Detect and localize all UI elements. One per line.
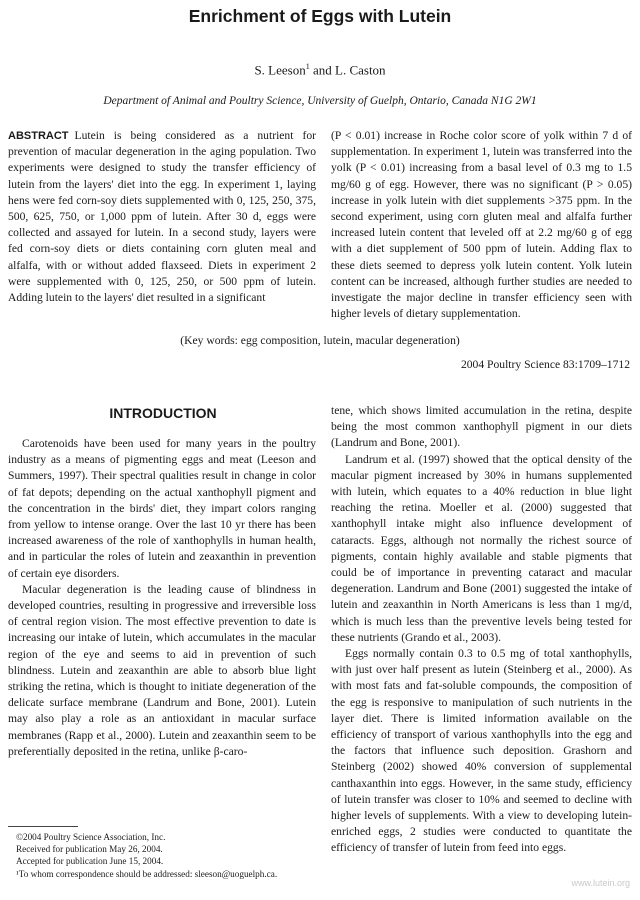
footnotes xyxy=(8,826,316,880)
introduction-heading: INTRODUCTION xyxy=(109,405,217,421)
intro-paragraph: Macular degeneration is the leading cause of blindness in developed countries, resulting in progressive and irreversible loss of central region vision. The most effective prevention to date is increasing our intake of lutein, which accumulates in the macular region of the eye and seems to aid in prevention of such blindness. Lutein and zeaxanthin are able to absorb blue light striking the retina, which is thought to initiate degeneration of the delicate surface membrane (Landrum and Bone, 2001). Lutein may also play a role as an antioxidant in macular surface membranes (Rapp et al., 2000). Lutein and zeaxanthin seem to be preferentially deposited in the retina, unlike β-caro- xyxy=(8,582,316,758)
watermark: www.lutein.org xyxy=(571,878,630,888)
intro-paragraph: Carotenoids have been used for many years in the poultry industry as a means of pigmenting eggs and meat (Leeson and Summers, 1997). Their spectral qualities result in change in color of fat depots; depending on the actual xanthophyll pigment and the concentration in the birds' diet, they impart colors ranging from yellow to intense orange. Over the last 10 yr there has been increased awareness of the role of xanthophylls in human health, and in particular the roles of lutein and zeaxanthin in prevention of certain eye disorders. xyxy=(8,437,316,580)
intro-left-column xyxy=(8,436,316,760)
keywords: (Key words: egg composition, lutein, macular degeneration) xyxy=(180,334,460,347)
journal-citation: 2004 Poultry Science 83:1709–1712 xyxy=(460,358,630,371)
footnote-correspondence: ¹To whom correspondence should be addressed: sleeson@uoguelph.ca. xyxy=(16,868,278,879)
author-caston: L. Caston xyxy=(335,62,386,78)
intro-paragraph: tene, which shows limited accumulation in the retina, despite being the most common xanthophyll pigment in our diets (Landrum and Bone, 2001). xyxy=(331,404,632,450)
abstract-text-right: (P < 0.01) increase in Roche color score of yolk within 7 d of supplementation. In experiment 1, lutein was transferred into the yolk (P < 0.01) increasing from a basal level of 0.3 mg to 1.5 mg/60 g of egg. However, there was no significant (P > 0.05) increase in yolk lutein with diet supplements >375 ppm. In the second experiment, using corn gluten meal and alfalfa further increased lutein content that leveled off at 2.2 mg/60 g of egg with a diet supplement of 500 ppm of lutein. Adding flax to these diets seemed to depress yolk lutein content. Yolk lutein content can be increased, although further studies are needed to investigate the major decline in transfer efficiency seen with higher levels of dietary supplementation. xyxy=(331,129,632,321)
intro-right-column xyxy=(331,403,632,857)
affiliation: Department of Animal and Poultry Science, University of Guelph, Ontario, Canada N1G 2W1 xyxy=(103,95,537,107)
intro-paragraph: Eggs normally contain 0.3 to 0.5 mg of total xanthophylls, with just over half present as lutein (Steinberg et al., 2000). As with most fats and fat-soluble compounds, the composition of the egg is responsive to manipulation of such nutrients in the layer diet. There is limited information available on the efficiency of transport of various xanthophylls into the egg and the factors that influence such deposition. Grashorn and Steinberg (2002) showed 40% conversion of supplemental canthaxanthin into eggs. However, in the same study, efficiency of lutein transfer was closer to 10% and seemed to decline with higher levels of supplements. With a view to developing lutein-enriched eggs, 2 studies were conducted to quantitate the efficiency of transfer of lutein from feed into eggs. xyxy=(331,647,632,855)
footnote-received: Received for publication May 26, 2004. xyxy=(16,844,163,855)
footnote-rule xyxy=(8,826,78,827)
footnote-copyright: ©2004 Poultry Science Association, Inc. xyxy=(16,832,166,842)
author-conjunction: and xyxy=(309,62,335,78)
footnote-accepted: Accepted for publication June 15, 2004. xyxy=(16,856,164,867)
abstract-heading: ABSTRACT xyxy=(8,130,69,142)
author-line xyxy=(0,62,640,78)
author-footnote-mark: 1 xyxy=(305,62,310,71)
intro-paragraph: Landrum et al. (1997) showed that the optical density of the macular pigment increased by 30% in humans supplemented with lutein, which equates to a 40% reduction in blue light reaching the retina. Moeller et al. (2000) suggested that xanthophyll intake might also influence development of cataracts. Eggs, although not normally the richest source of pigments, contain highly available and stable pigments that could be of importance in preventing cataract and macular degeneration. Landrum and Bone (2001) suggested the intake of lutein and zeaxanthin in North Americans is less than 1 mg/d, which is much less than the preventive levels being tested for these nutrients (Grando et al., 2003). xyxy=(331,452,632,644)
abstract-left-column xyxy=(8,128,316,306)
abstract-text-left: Lutein is being considered as a nutrient for prevention of macular degeneration in the aging population. Two experiments were designed to study the transfer efficiency of lutein from the layers' diet into the egg. In experiment 1, laying hens were fed corn-soy diets supplemented with 0, 125, 250, 375, 500, 625, 750, or 1,000 ppm of lutein. After 30 d, eggs were collected and assayed for lutein. In a second study, layers were fed corn-soy diets or diets containing corn gluten meal and alfalfa, with or without added flaxseed. Diets in experiment 2 were supplemented with 0, 125, 250, or 500 ppm of lutein. Adding lutein to the layers' diet resulted in a significant xyxy=(8,129,316,305)
paper-title: Enrichment of Eggs with Lutein xyxy=(188,6,452,26)
abstract-right-column xyxy=(331,128,632,322)
author-leeson: S. Leeson xyxy=(254,62,306,78)
